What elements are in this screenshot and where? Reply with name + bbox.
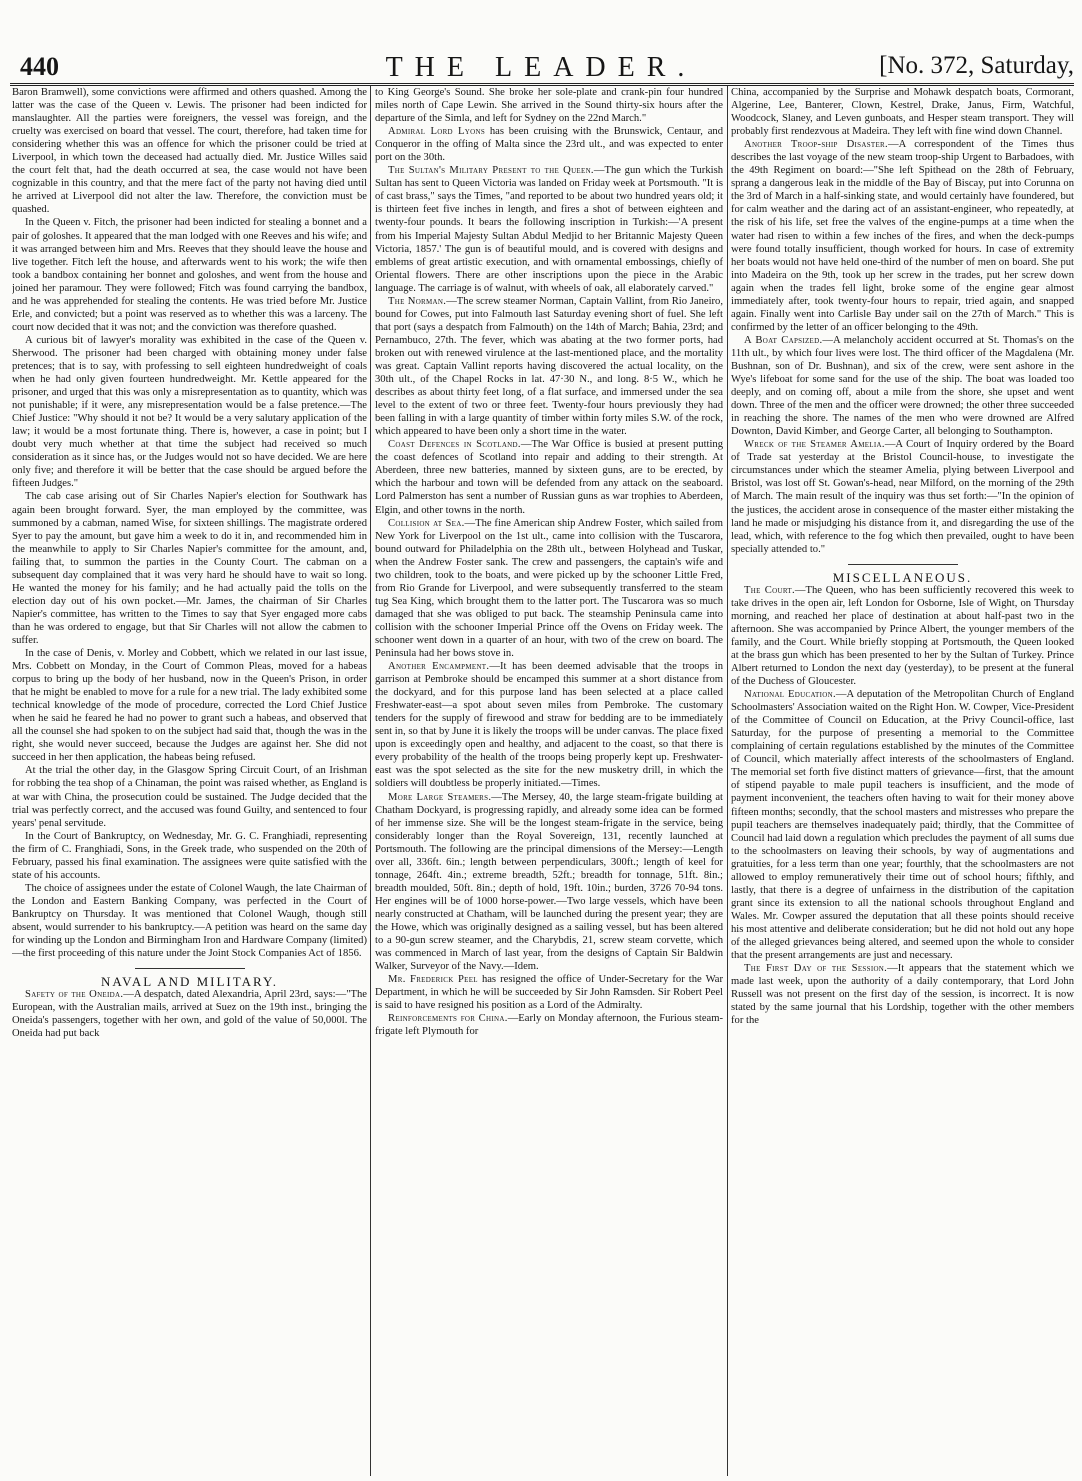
article-lead: Admiral Lord Lyons bbox=[388, 126, 486, 138]
article-lead: More Large Steamers. bbox=[388, 791, 492, 803]
article-body: —Early on Monday afternoon, the Furious steam-frigate left Plymouth for bbox=[375, 1013, 723, 1038]
article-body: —The gun which the Turkish Sultan has sent to Queen Victoria was landed on Friday week at Portsmouth. "It is of cast brass," says the Times, "and reported to be about two hundred years old; it is thirteen feet five inches in length, and fires a shot of between eighteen and twenty-four pounds. It bears the following inscription in Turkish:—'A present from his Imperial Majesty Sultan Abdul Medjid to her Britannic Majesty Queen Victoria, 1857.' The gun is of beautiful mould, and is covered with designs and emblems of great artistic execution, and with ornamental embossings, chiefly of Oriental flowers. There are other inscriptions upon the piece in the Arabic language. The carriage is of walnut, with wheels of oak, all elaborately carved." bbox=[375, 165, 723, 294]
newspaper-title: THE LEADER. bbox=[385, 52, 697, 83]
article-lead: Safety of the Oneida. bbox=[25, 989, 124, 1001]
article-paragraph bbox=[375, 1012, 723, 1038]
article-lead: Reinforcements for China. bbox=[388, 1013, 508, 1025]
article-paragraph bbox=[375, 438, 723, 516]
article-lead: The Sultan's Military Present to the Queen. bbox=[388, 165, 594, 177]
column-3 bbox=[731, 86, 1074, 1476]
article-paragraph: The cab case arising out of Sir Charles Napier's election for Southwark has again been brought forward. Syer, the man employed by the committee, was summoned by a cabman, named Wise, for sixteen shillings. The magistrate ordered Syer to pay the amount, but gave him a week to do it in, and recommended him in the meanwhile to apply to Sir Charles Napier's committee for the amount, and, failing that, to summon the parties in the County Court. The cabman on a subsequent day complained that it was very hard he should have to wait so long. He wanted the money for his family; and he had actually paid the tolls on the election day out of his own pocket.—Mr. James, the chairman of Sir Charles Napier's committee, has written to the Times to say that Syer engaged more cabs than he was ordered to engage, but that Sir Charles will not allow the cabmen to suffer. bbox=[12, 491, 367, 646]
article-lead: Wreck of the Steamer Amelia. bbox=[744, 439, 885, 451]
article-paragraph: to King George's Sound. She broke her sole-plate and crank-pin four hundred miles north of Cape Lewin. She arrived in the Sound thirty-six hours after the departure of the Simla, and left for Sydney on the 22nd March." bbox=[375, 87, 723, 125]
column-2 bbox=[375, 86, 723, 1476]
section-heading-naval: NAVAL AND MILITARY. bbox=[101, 974, 278, 990]
article-body: has resigned the office of Under-Secretary for the War Department, in which he will be succeeded by Sir John Ramsden. Sir Robert Peel is said to have resigned his position as a Lord of the Admiralty. bbox=[375, 974, 723, 1012]
article-lead: The Norman. bbox=[388, 295, 447, 307]
article-paragraph: At the trial the other day, in the Glasgow Spring Circuit Court, of an Irishman for robbing the tea shop of a Chinaman, the point was raised whether, as England is at war with China, the prosecution could be sustained. The Judge decided that the trial was perfectly correct, and the accused was found Guilty, and sentenced to four years' penal servitude. bbox=[12, 765, 367, 829]
article-lead: A Boat Capsized. bbox=[744, 334, 823, 346]
article-paragraph bbox=[375, 791, 723, 974]
article-paragraph bbox=[731, 688, 1074, 962]
column-divider bbox=[370, 86, 371, 1476]
article-paragraph: Baron Bramwell), some convictions were affirmed and others quashed. Among the latter was the case of the Queen v. Lewis. The prisoner had been indicted for manslaughter. All the parties were foreigners, the vessel was foreign, and the cruelty was exercised on board that vessel. The court, therefore, had taken time for considering whether this was an offence for which the prisoner could be tried at Liverpool, in which town the deceased had actually died. Mr. Justice Willes said the court felt that, had the death occurred at sea, the case would not have been cognizable in this country, and that the mere fact of the party not having died until he arrived at Liverpool did not alter the law. Therefore, the conviction must be quashed. bbox=[12, 87, 367, 216]
article-paragraph bbox=[731, 438, 1074, 555]
article-paragraph bbox=[375, 295, 723, 439]
article-body: —It appears that the statement which we made last week, upon the authority of a daily contemporary, that Lord John Russell was not present on the first day of the session, is incorrect. It is now stated by the same journal that his Lordship, together with the other members for the bbox=[731, 963, 1074, 1027]
article-paragraph: In the case of Denis, v. Morley and Cobbett, which we related in our last issue, Mrs. Cobbett on Monday, in the Court of Common Pleas, moved for a habeas corpus to bring up the body of her husband, now in the Queen's Prison, in order that he might be enabled to move for a rule for a new trial. The lady exhibited some technical knowledge of the mode of procedure, corrected the Lord Chief Justice when he said he feared he had no power to grant such a habeas, and observed that all the counsel she had spoken to on the subject had said that, though the was in the right, she would never succeed, because the Judges are against her. She did not succeed in her then application, the habeas being refused. bbox=[12, 648, 367, 764]
article-body: has been cruising with the Brunswick, Centaur, and Conqueror in the offing of Malta since the 23rd ult., and was expected to enter port on the 30th. bbox=[375, 126, 723, 164]
article-body: —The screw steamer Norman, Captain Vallint, from Rio Janeiro, bound for Cowes, put into Falmouth last Saturday evening short of fuel. She left that port (says a despatch from Falmouth) on the 14th of March; Bahia, 23rd; and Pernambuco, 27th. The fever, which was abating at the two former ports, had broken out with renewed virulence at the last-mentioned place, and the mortality was great. Captain Vallint reports having discovered the actual locality, on the 30th ult., of the Chapel Rocks in lat. 47·30 N., and long. 8·5 W., which he describes as about thirty feet long, of a flat surface, and immersed under the sea level to the extent of two or three feet. Twenty-four hours previously they had been falling in with a large quantity of timber within forty miles S.W. of the rock, which appeared to have been only a short time in the water. bbox=[375, 295, 723, 438]
article-body: —A despatch, dated Alexandria, April 23rd, says:—"The European, with the Australian mails, arrived at Suez on the 19th inst., bringing the Oneida's passengers, together with her own, and gold of the value of 50,000l. The Oneida had put back bbox=[12, 989, 367, 1040]
section-heading-miscellaneous: MISCELLANEOUS. bbox=[832, 569, 973, 585]
article-body: —The Mersey, 40, the large steam-frigate building at Chatham Dockyard, is progressing rapidly, and already some idea can be formed of her immense size. She will be the longest steam-frigate in the service, being considerably longer than the Royal Sovereign, 131, recently launched at Portsmouth. The following are the principal dimensions of the Mersey:—Length over all, 336ft. 6in.; length between perpendiculars, 300ft.; length of keel for tonnage, 264ft. 4in.; extreme breadth, 52ft.; breadth for tonnage, 51ft. 8in.; breadth moulded, 50ft. 8in.; depth of hold, 19ft. 10in.; burden, 3726 70-94 tons. Her engines will be of 1000 horse-power.—Two large vessels, which have been nearly constructed at Chatham, will be launched during the present year; they are the Howe, which was originally designed as a sailing vessel, but has been altered to a 90-gun screw steamer, and the Charybdis, 21, screw steam corvette, which was commenced in March of last year, from the designs of Captain Sir Baldwin Walker, Surveyor of the Navy.—Idem. bbox=[375, 791, 723, 973]
article-paragraph bbox=[731, 138, 1074, 334]
issue-label: [No. 372, Saturday, bbox=[879, 52, 1074, 79]
article-paragraph bbox=[731, 334, 1074, 438]
article-body: —The fine American ship Andrew Foster, which sailed from New York for Liverpool on the 1st ult., came into collision with the Tuscarora, bound outward for Philadelphia on the 28th ult., between Holyhead and Tuskar, when the Andrew Foster sank. The crew and passengers, the captain's wife and two children, took to the boats, and were picked up by the schooner Little Fred, from Rio Grande for Liverpool, and were subsequently transferred to the steam tug Sea King, which brought them to the latter port. The Tuscarora was so much damaged that she was obliged to put back. The steamship Peninsula came into collision with the schooner Imperial Prince off the Ovens on Friday week. The schooner went down in a quarter of an hour, with two of the crew on board. The Peninsula had her bows stove in. bbox=[375, 517, 723, 660]
article-lead: National Education. bbox=[744, 689, 836, 701]
page-number: 440 bbox=[20, 52, 59, 81]
article-lead: The Court. bbox=[744, 584, 795, 596]
column-divider bbox=[727, 86, 728, 1476]
article-body: —The Queen, who has been sufficiently recovered this week to take drives in the open air, left London for Osborne, Isle of Wight, on Thursday morning, and reached her place of destination at about half-past two in the afternoon. She was accompanied by Prince Albert, the younger members of the family, and the Court. While briefly stopping at Portsmouth, the Queen looked at the brass gun which has been presented to her by the Sultan of Turkey. Prince Albert returned to London the next day (yesterday), to be present at the funeral of the Duchess of Gloucester. bbox=[731, 584, 1074, 688]
article-lead: Coast Defences in Scotland. bbox=[388, 439, 521, 451]
section-rule bbox=[135, 968, 245, 969]
article-body: —A deputation of the Metropolitan Church of England Schoolmasters' Association waited on the Right Hon. W. Cowper, Vice-President of the Committee of Council on Education, at the Privy Council-office, last Saturday, for the purpose of presenting a memorial to the Committee complaining of certain regulations established by the minutes of the Committee of Council, which materially affect interests of the schoolmasters of England. The memorial set forth five distinct matters of grievance—first, that the amount of stipend payable to male pupil teachers is insufficient, and the mode of payment inconvenient, the teachers often having to wait for their money above fifteen months; secondly, that the school masters and mistresses who prepare the pupil teachers are themselves inadequately paid; thirdly, that the Committee of Council had laid down a regulation which precludes the payment of all sums due to the schoolmasters on leaving their schools, by way of augmentations and gratuities, for a less term than one year; fourthly, that the schoolmasters are not allowed to employ remuneratively their time out of school hours; fifthly, and lastly, that there is a degree of unfairness in the distribution of the capitation grant since its extension to all the national schools throughout England and Wales. Mr. Cowper assured the deputation that all these points should receive his most attentive and deliberate consideration; but he did not hold out any hope of the alleged grievances being altered, and seemed upon the whole to consider that the present arrangements are just and necessary. bbox=[731, 689, 1074, 962]
masthead-rule bbox=[10, 83, 1074, 84]
article-paragraph bbox=[375, 660, 723, 790]
article-paragraph: In the Queen v. Fitch, the prisoner had been indicted for stealing a bonnet and a pair of goloshes. It appeared that the man lodged with one Reeves and his wife; and it was arranged between him and Mrs. Reeves that they should leave the house and live together. Fitch left the house, and afterwards went to his work; the wife then took a bandbox containing her bonnet and goloshes, and went from the house and joined her paramour. They were followed; Fitch was found carrying the bandbox, and he was apprehended for stealing the contents. He was tried before Mr. Justice Erle, and convicted; but a point was reserved as to whether this was a larceny. The court now decided that it was not; and the conviction was therefore quashed. bbox=[12, 217, 367, 333]
article-paragraph: In the Court of Bankruptcy, on Wednesday, Mr. G. C. Franghiadi, representing the firm of C. Franghiadi, Sons, in the Greek trade, who suspended on the 20th of February, passed his final examination. The assignees were quite satisfied with the state of his accounts. bbox=[12, 830, 367, 881]
article-lead: Collision at Sea. bbox=[388, 517, 465, 529]
article-paragraph: China, accompanied by the Surprise and Mohawk despatch boats, Cormorant, Algerine, Lee, Banterer, Clown, Kestrel, Drake, Janus, Firm, Watchful, Woodcock, Slaney, and Leven gunboats, and Hesper steam transport. They will probably first rendezvous at Madeira. They left with fine wind down Channel. bbox=[731, 87, 1074, 138]
column-1 bbox=[12, 86, 367, 1476]
article-paragraph bbox=[375, 125, 723, 164]
article-body: —A Court of Inquiry ordered by the Board of Trade sat yesterday at the Bristol Council-house, to investigate the circumstances under which the steamer Amelia, plying between Liverpool and Bristol, was lost off St. Gowan's-head, near Milford, on the morning of the 29th of March. The main result of the inquiry was thus set forth:—"In the opinion of the justices, the accident arose in consequence of the master either mistaking the land he made or misjudging his distance from it, and disregarding the use of the lead, which, with reference to the fog which then prevailed, ought to have been specially attended to." bbox=[731, 439, 1074, 555]
article-body: —A melancholy accident occurred at St. Thomas's on the 11th ult., by which four lives were lost. The third officer of the Magdalena (Mr. Bushnan, son of Dr. Bushnan), and six of the crew, were sent ashore in the Wye's lifeboat for some sand for the use of the ship. The boat was loaded too deeply, and on coming off, about a mile from the shore, she upset and went down. Three of the men and the officer were drowned; the other three succeeded in reaching the shore. The names of the men who were drowned are Alfred Downton, David Kimber, and George Carter, all belonging to Southampton. bbox=[731, 334, 1074, 438]
article-lead: Another Encampment. bbox=[388, 661, 490, 673]
article-body: —It has been deemed advisable that the troops in garrison at Pembroke should be encamped this summer at a short distance from the dockyard, and for this purpose land has been selected at a place called Freshwater-east—a spot about seven miles from Pembroke. The customary tenders for the supply of firewood and straw for bedding are to be immediately sent in, so that by June it is likely the troops will be under canvas. The place fixed upon is exceedingly open and healthy, and adjacent to the coast, so that there is every probability of the health of the troops being properly kept up. Freshwater-east was the spot selected as the site for the new musketry drill, in which the soldiers will doubtless be properly initiated.—Times. bbox=[375, 661, 723, 790]
article-paragraph bbox=[375, 517, 723, 661]
article-lead: Mr. Frederick Peel bbox=[388, 974, 478, 986]
article-body: —A correspondent of the Times thus describes the last voyage of the new steam troop-ship Urgent to Barbadoes, with the 49th Regiment on board:—"She left Spithead on the 28th of February, sprang a dangerous leak in the middle of the Bay of Biscay, put into Corunna on the 3rd of March in a half-sinking state, and would certainly have foundered, but for calm weather and the daring act of an assistant-engineer, who repeatedly, at the risk of his life, set free the valves of the engine-pumps at a time when the water had risen to within a few inches of the fires, and when the deck-pumps were found totally insufficient, though worked for hours. In case of extremity her boats would not have held one-third of the number of men on board. She put into Madeira on the 9th, took up her screw in the trades, put her screw down again when the trades fell light, broke some of the engine gear almost immediately after, took twenty-four hours to repair, tried again, and snapped again. Finally went into Carlisle Bay under sail on the 27th of March." This is confirmed by the letter of an officer belonging to the 49th. bbox=[731, 139, 1074, 333]
article-lead: Another Troop-ship Disaster. bbox=[744, 139, 888, 151]
article-paragraph bbox=[731, 584, 1074, 688]
article-body: —The War Office is busied at present putting the coast defences of Scotland into repair and adding to their strength. At Aberdeen, three new batteries, manned by sixteen guns, are to be erected, by which the harbour and town will be defended from any attack on the seaboard. Lord Palmerston has sent a number of Russian guns as war trophies to Aberdeen, Elgin, and other towns in the north. bbox=[375, 439, 723, 516]
article-paragraph bbox=[375, 973, 723, 1012]
article-lead: The First Day of the Session. bbox=[744, 963, 888, 975]
article-paragraph bbox=[12, 988, 367, 1040]
article-paragraph: The choice of assignees under the estate of Colonel Waugh, the late Chairman of the London and Eastern Banking Company, was perfected in the Court of Bankruptcy on Thursday. It was mentioned that Colonel Waugh, though still absent, would surrender to his bankruptcy.—A petition was heard on the same day for winding up the London and Birmingham Iron and Hardware Company (limited)—the first proceeding of this nature under the Joint Stock Companies Act of 1856. bbox=[12, 882, 367, 960]
article-paragraph bbox=[731, 962, 1074, 1027]
article-paragraph bbox=[375, 164, 723, 294]
section-rule bbox=[848, 564, 958, 565]
article-paragraph: A curious bit of lawyer's morality was exhibited in the case of the Queen v. Sherwood. The prisoner had been charged with obtaining money under false pretences; that is to say, with professing to sell eighteen hundredweight of coals when he had only given fourteen hundredweight. Mr. Kettle appeared for the prisoner, and urged that this was only a misrepresentation as to quantity, which was not punishable; if it were, any misrepresentation would be a false pretence.—The Chief Justice: "Why should it not be? It would be a very salutary application of the law; it would be a most fortunate thing. There is, however, a case in point; but I doubt very much whether at that time the subject had received so much consideration as it since has, or the Judges would not so have decided. We are here only five; and therefore it will be better that the case should be argued before the fifteen Judges." bbox=[12, 334, 367, 490]
